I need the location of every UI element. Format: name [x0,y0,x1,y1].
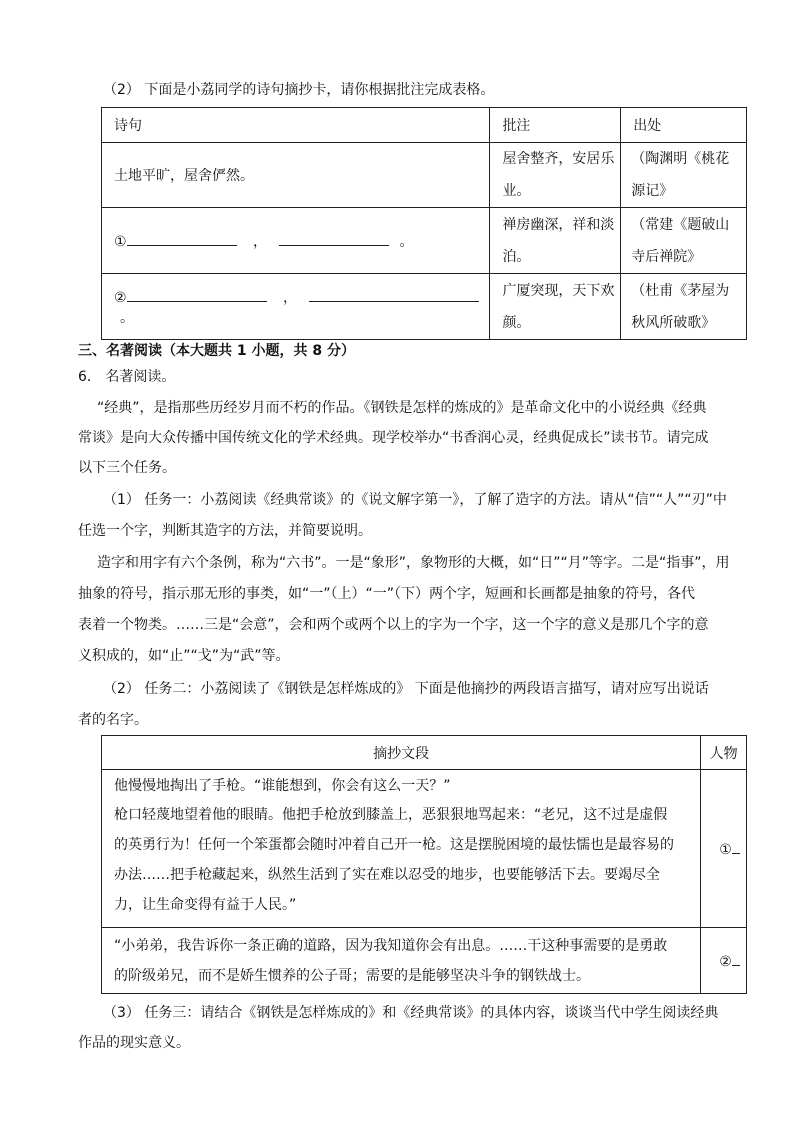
period-mark: 。 [399,233,414,250]
comma-separator: ， [253,233,268,250]
circled-number-2: ② [114,289,127,306]
verse-cell-2[interactable] [102,208,490,274]
answer-blank-2b[interactable] [309,287,479,302]
circled-number-2: ② [719,954,732,970]
person-answer-blank-1[interactable] [732,839,740,854]
header-verse: 诗句 [102,108,490,143]
excerpt-table [101,735,747,994]
note-cell-3: 广厦突现，天下欢颜。 [490,274,621,340]
excerpt-1-line-4: 办法……把手枪藏起来，纵然生活到了实在难以忍受的地步，也要能够活下去。要竭尽全 [114,867,660,883]
comma-separator: ， [283,289,298,306]
section-3-title: 三、名著阅读（本大题共 1 小题，共 8 分） [78,343,355,359]
excerpt-1-line-5: 力，让生命变得有益于人民。” [114,897,297,913]
question-2-intro: （2） 下面是小荔同学的诗句摘抄卡，请你根据批注完成表格。 [103,82,495,98]
answer-blank-2a[interactable] [127,287,267,302]
answer-blank-1a[interactable] [127,231,237,246]
six-scripts-line-2: 抽象的符号，指示那无形的事类，如“一”（上）“一”（下）两个字，短画和长画都是抽象的符号，各代 [78,586,696,602]
header-excerpt: 摘抄文段 [102,736,701,770]
answer-blank-1b[interactable] [279,231,389,246]
excerpt-cell-1 [102,770,701,928]
poem-table [101,107,747,340]
intro-paragraph-line-2: 常谈》是向大众传播中国传统文化的学术经典。现学校举办“书香润心灵，经典促成长”读书节。请完成 [78,430,709,446]
person-answer-blank-2[interactable] [732,951,740,966]
intro-paragraph-line-3: 以下三个任务。 [78,460,176,476]
person-cell-1[interactable] [701,770,747,928]
circled-number-1: ① [114,233,127,250]
six-scripts-line-1: 造字和用字有六个条例，称为“六书”。一是“象形”，象物形的大概，如“日”“月”等字。二是“指事”，用 [97,555,730,571]
source-cell-1: （陶渊明《桃花源记》 [621,143,747,208]
person-cell-2[interactable] [701,928,747,994]
source-cell-3: （杜甫《茅屋为秋风所破歌》 [621,274,747,340]
six-scripts-line-3: 表着一个物类。……三是“会意”，会和两个或两个以上的字为一个字，这一个字的意义是那几个字的意 [78,617,709,633]
header-source: 出处 [621,108,747,143]
circled-number-1: ① [719,842,732,858]
header-note: 批注 [490,108,621,143]
excerpt-1-line-3: 的英勇行为！任何一个笨蛋都会随时冲着自己开一枪。这是摆脱困境的最怯懦也是最容易的 [114,837,674,853]
source-cell-2: （常建《题破山寺后禅院》 [621,208,747,274]
task-3-line-2: 作品的现实意义。 [78,1035,190,1051]
excerpt-cell-2 [102,928,701,994]
task-3-line-1: （3） 任务三：请结合《钢铁是怎样炼成的》和《经典常谈》的具体内容，谈谈当代中学生阅读经典 [103,1005,719,1021]
excerpt-1-line-1: 他慢慢地掏出了手枪。“谁能想到，你会有这么一天？” [114,778,451,794]
task-2-line-1: （2） 任务二：小荔阅读了《钢铁是怎样炼成的》 下面是他摘抄的两段语言描写，请对应写出说话 [103,681,709,697]
six-scripts-line-4: 义积成的，如“止”“戈”为“武”等。 [78,648,290,664]
task-1-line-2: 任选一个字，判断其造字的方法，并简要说明。 [78,523,372,539]
task-2-line-2: 者的名字。 [78,712,148,728]
excerpt-2-line-1: “小弟弟，我告诉你一条正确的道路，因为我知道你会有出息。……干这种事需要的是勇敢 [114,937,668,954]
excerpt-1-line-2: 枪口轻蔑地望着他的眼睛。他把手枪放到膝盖上，恶狠狠地骂起来：“老兄，这不过是虚假 [114,807,668,823]
verse-cell-3[interactable] [102,274,490,340]
excerpt-2-line-2: 的阶级弟兄，而不是娇生惯养的公子哥；需要的是能够坚决斗争的钢铁战士。 [114,967,590,984]
note-cell-2: 禅房幽深，祥和淡泊。 [490,208,621,274]
intro-paragraph-line-1: “经典”，是指那些历经岁月而不朽的作品。《钢铁是怎样的炼成的》是革命文化中的小说经典《经典 [97,400,707,416]
note-cell-1: 屋舍整齐，安居乐业。 [490,143,621,208]
task-1-line-1: （1） 任务一：小荔阅读《经典常谈》的《说文解字第一》，了解了造字的方法。请从“信”“人”“刃”中 [103,492,727,508]
header-person: 人物 [701,736,747,770]
period-mark: 。 [120,309,134,326]
verse-cell-1: 土地平旷，屋舍俨然。 [102,143,490,208]
question-6-title: 6． 名著阅读。 [78,369,176,385]
